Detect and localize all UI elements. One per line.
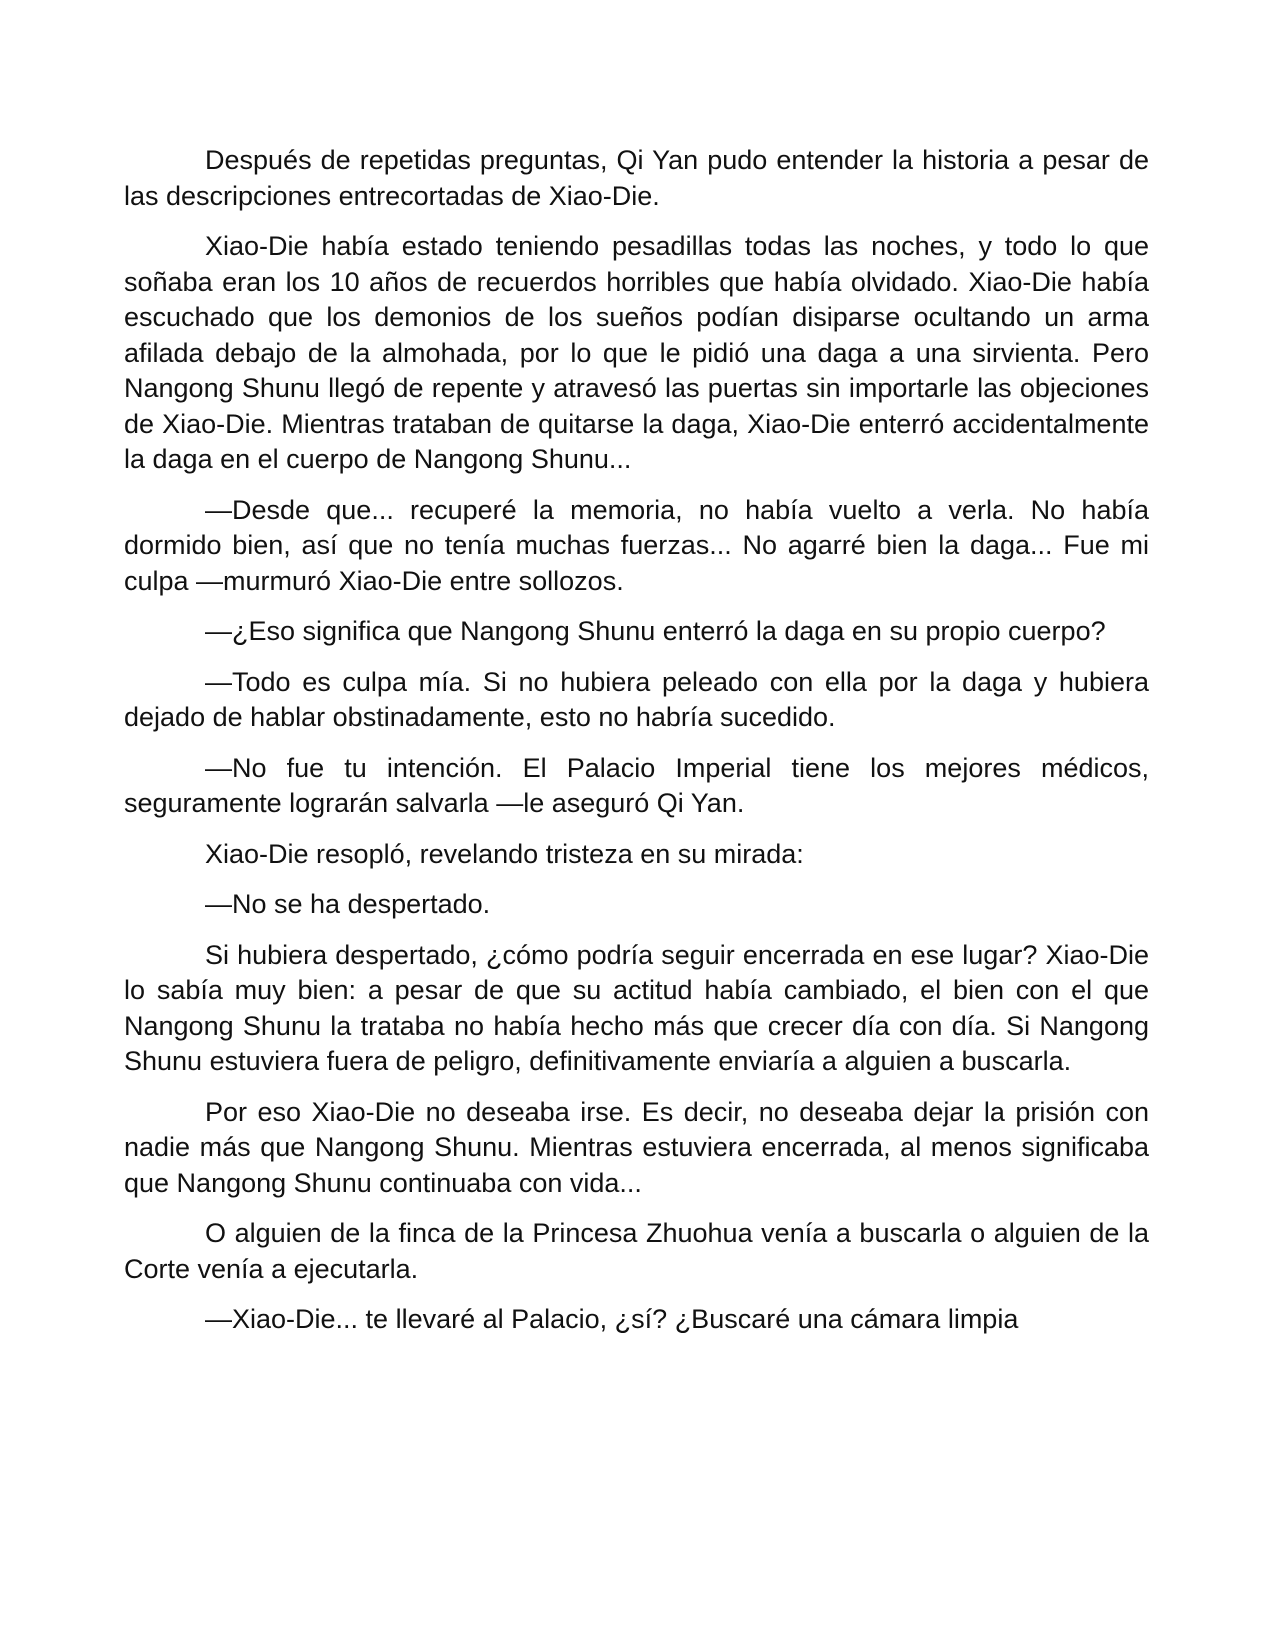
- paragraph: —No fue tu intención. El Palacio Imperial tiene los mejores médicos, seguramente lograrán salvarla —le aseguró Qi Yan.: [124, 752, 1149, 818]
- paragraph: —¿Eso significa que Nangong Shunu enterró la daga en su propio cuerpo?: [205, 616, 1106, 646]
- paragraph: Xiao-Die había estado teniendo pesadillas todas las noches, y todo lo que soñaba eran los 10 años de recuerdos horribles que había olvidado. Xiao-Die había escuchado que los demonios de los sueños podían disiparse ocultando un arma afilada debajo de la almohada, por lo que le pidió una daga a una sirvienta. Pero Nangong Shunu llegó de repente y atravesó las puertas sin importarle las objeciones de Xiao-Die. Mientras trataban de quitarse la daga, Xiao-Die enterró accidentalmente la daga en el cuerpo de Nangong Shunu...: [124, 231, 1149, 474]
- paragraph: —Xiao-Die... te llevaré al Palacio, ¿sí? ¿Buscaré una cámara limpia: [205, 1304, 1019, 1334]
- paragraph: Por eso Xiao-Die no deseaba irse. Es decir, no deseaba dejar la prisión con nadie más que Nangong Shunu. Mientras estuviera encerrada, al menos significaba que Nangong Shunu continuaba con vida...: [124, 1096, 1149, 1198]
- paragraph: Xiao-Die resopló, revelando tristeza en su mirada:: [205, 838, 804, 869]
- paragraph: O alguien de la finca de la Princesa Zhuohua venía a buscarla o alguien de la Corte venía a ejecutarla.: [124, 1218, 1149, 1284]
- paragraph: —Desde que... recuperé la memoria, no había vuelto a verla. No había dormido bien, así que no tenía muchas fuerzas... No agarré bien la daga... Fue mi culpa —murmuró Xiao-Die entre sollozos.: [124, 494, 1149, 596]
- paragraph: —No se ha despertado.: [205, 889, 491, 919]
- paragraph: —Todo es culpa mía. Si no hubiera peleado con ella por la daga y hubiera dejado de hablar obstinadamente, esto no habría sucedido.: [124, 666, 1149, 732]
- paragraph: Después de repetidas preguntas, Qi Yan pudo entender la historia a pesar de las descripciones entrecortadas de Xiao-Die.: [124, 145, 1149, 211]
- page-body: [124, 143, 1149, 1353]
- paragraph: Si hubiera despertado, ¿cómo podría seguir encerrada en ese lugar? Xiao-Die lo sabía muy bien: a pesar de que su actitud había cambiado, el bien con el que Nangong Shunu la trataba no había hecho más que crecer día con día. Si Nangong Shunu estuviera fuera de peligro, definitivamente enviaría a alguien a buscarla.: [124, 939, 1149, 1076]
